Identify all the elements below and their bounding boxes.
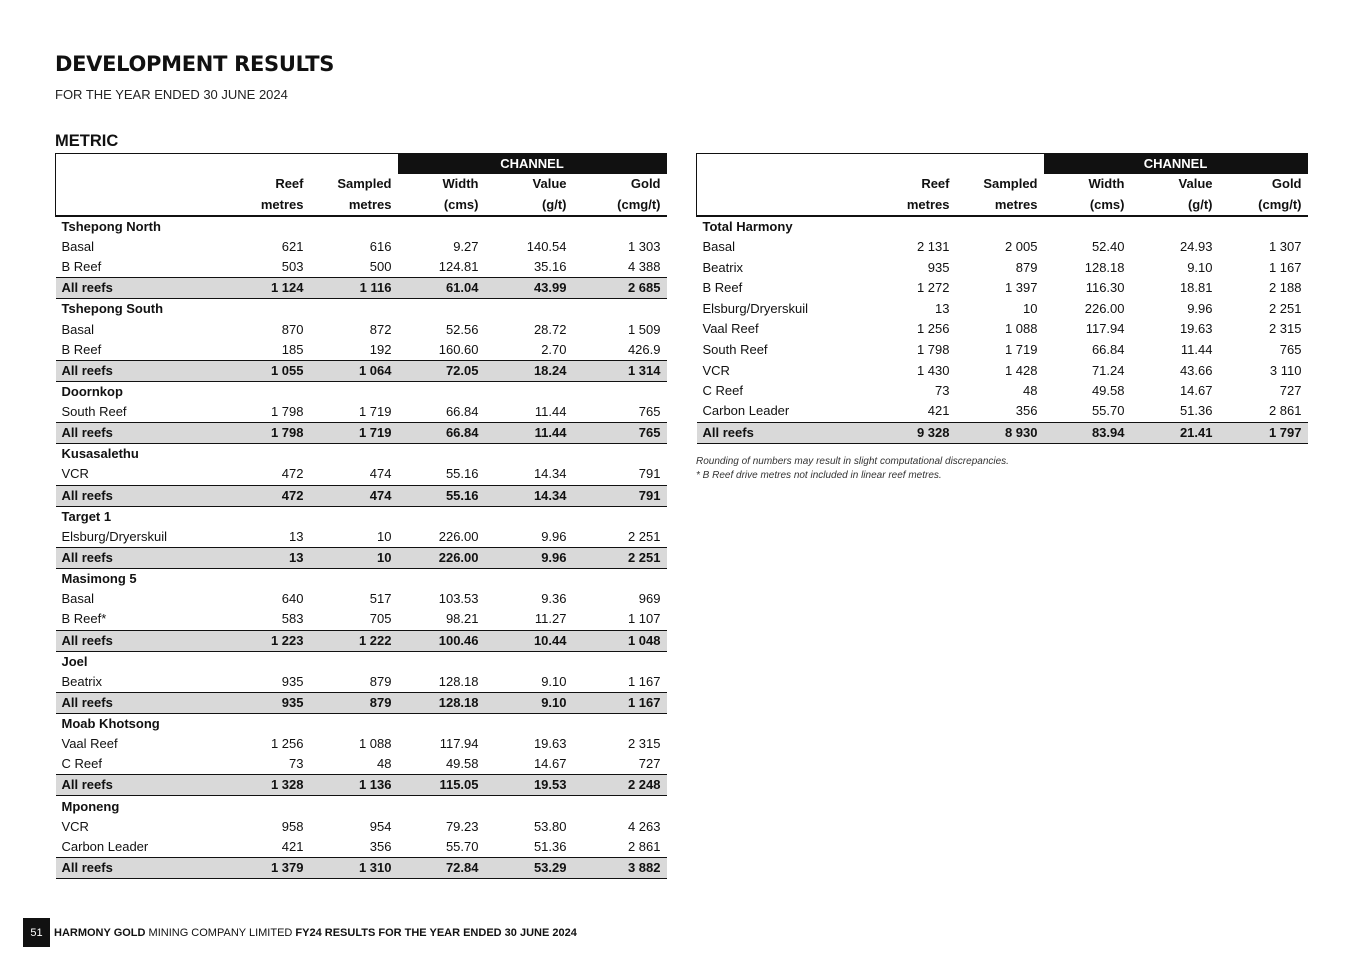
cell-width: 226.00 (398, 547, 485, 568)
col-value: Value (1178, 176, 1213, 192)
cell-value: 9.10 (485, 692, 573, 713)
group-row (56, 796, 667, 817)
cell-gold: 1 307 (1268, 238, 1302, 254)
total-row (56, 278, 667, 299)
group-row (56, 299, 667, 320)
table-row (56, 609, 667, 630)
cell-reef: 2 131 (916, 238, 950, 254)
cell-sampled: 705 (369, 611, 392, 627)
cell-width: 226.00 (438, 528, 479, 544)
cell-width: 55.16 (398, 485, 485, 506)
cell-width: 55.70 (1091, 403, 1125, 419)
cell-value: 35.16 (533, 259, 567, 275)
cell-name: B Reef (61, 259, 102, 275)
table-row (56, 589, 667, 610)
cell-width: 128.18 (438, 673, 479, 689)
cell-reef: 935 (223, 692, 310, 713)
cell-reef: 1 798 (223, 423, 310, 444)
cell-reef: 1 798 (916, 341, 950, 357)
cell-reef: 1 055 (223, 361, 310, 382)
cell-reef: 1 124 (223, 278, 310, 299)
cell-value: 53.29 (485, 858, 573, 879)
cell-sampled: 48 (377, 756, 392, 772)
table-row (56, 734, 667, 755)
cell-reef: 583 (281, 611, 304, 627)
cell-value: 19.63 (533, 736, 567, 752)
header-row (697, 154, 1308, 175)
cell-reef: 1 328 (223, 775, 310, 796)
group-name: Kusasalethu (61, 446, 139, 462)
cell-width: 117.94 (1085, 321, 1125, 337)
header-row (56, 195, 667, 216)
cell-value: 21.41 (1131, 422, 1219, 443)
footnotes (696, 455, 1009, 483)
total-row (56, 775, 667, 796)
cell-reef: 1 272 (916, 280, 950, 296)
table-row (56, 257, 667, 278)
cell-width: 116.30 (1085, 280, 1125, 296)
cell-reef: 73 (935, 383, 950, 399)
cell-reef: 472 (223, 485, 310, 506)
col-reef: Reef (921, 176, 950, 192)
col-gold: Gold (1271, 176, 1302, 192)
cell-name: B Reef (61, 342, 102, 358)
total-row (56, 361, 667, 382)
cell-width: 83.94 (1044, 422, 1131, 443)
cell-sampled: 517 (369, 591, 392, 607)
cell-gold: 2 315 (627, 736, 661, 752)
cell-gold: 2 248 (573, 775, 667, 796)
group-name: Mponeng (61, 798, 120, 814)
cell-name: Vaal Reef (702, 321, 759, 337)
footer-company-bold: HARMONY GOLD (54, 926, 146, 939)
cell-name: All reefs (56, 485, 223, 506)
group-row (56, 506, 667, 527)
cell-width: 128.18 (1084, 259, 1125, 275)
cell-width: 160.60 (438, 342, 479, 358)
cell-name: Beatrix (702, 259, 743, 275)
cell-width: 52.56 (445, 321, 479, 337)
table-row (697, 257, 1308, 278)
total-row (56, 858, 667, 879)
col-reef: Reef (275, 176, 304, 192)
cell-width: 72.05 (398, 361, 485, 382)
cell-name: All reefs (56, 630, 223, 651)
cell-sampled: 10 (377, 528, 392, 544)
header-row (697, 195, 1308, 216)
cell-value: 43.99 (485, 278, 573, 299)
cell-width: 9.27 (453, 238, 479, 254)
cell-reef: 421 (281, 839, 304, 855)
cell-name: Basal (61, 591, 95, 607)
cell-gold: 2 861 (627, 839, 661, 855)
cell-sampled: 1 116 (310, 278, 398, 299)
table-row (697, 278, 1308, 299)
cell-gold: 1 314 (573, 361, 667, 382)
cell-width: 117.94 (439, 736, 479, 752)
cell-width: 124.81 (438, 259, 479, 275)
cell-value: 14.34 (533, 466, 567, 482)
table-row (56, 319, 667, 340)
cell-gold: 2 251 (1268, 300, 1302, 316)
cell-reef: 640 (281, 591, 304, 607)
cell-gold: 765 (1279, 341, 1302, 357)
cell-width: 226.00 (1084, 300, 1125, 316)
cell-gold: 1 048 (573, 630, 667, 651)
cell-value: 18.24 (485, 361, 573, 382)
cell-name: Basal (61, 238, 95, 254)
cell-gold: 3 110 (1269, 362, 1302, 378)
cell-reef: 958 (281, 818, 304, 834)
cell-width: 49.58 (1091, 383, 1125, 399)
total-row (56, 485, 667, 506)
cell-reef: 1 430 (916, 362, 950, 378)
col-width-unit: (cms) (398, 195, 485, 216)
cell-name: Elsburg/Dryerskuil (702, 300, 808, 316)
cell-reef: 73 (289, 756, 304, 772)
table-row (56, 837, 667, 858)
table-row (56, 527, 667, 548)
group-name: Masimong 5 (61, 570, 137, 586)
cell-sampled: 1 397 (1004, 280, 1038, 296)
cell-value: 9.96 (485, 547, 573, 568)
cell-width: 128.18 (398, 692, 485, 713)
cell-name: B Reef* (61, 611, 107, 627)
cell-reef: 1 256 (916, 321, 950, 337)
cell-sampled: 1 719 (1004, 341, 1038, 357)
cell-gold: 1 509 (627, 321, 661, 337)
cell-reef: 13 (289, 528, 304, 544)
total-row (56, 547, 667, 568)
cell-value: 19.53 (485, 775, 573, 796)
cell-sampled: 474 (310, 485, 398, 506)
cell-reef: 13 (223, 547, 310, 568)
cell-value: 51.36 (533, 839, 567, 855)
cell-reef: 1 256 (270, 736, 304, 752)
page-title: DEVELOPMENT RESULTS (55, 52, 335, 76)
cell-name: All reefs (697, 422, 864, 443)
table-row (56, 340, 667, 361)
table-row (697, 401, 1308, 422)
header-row (56, 154, 667, 175)
cell-sampled: 879 (310, 692, 398, 713)
cell-gold: 2 861 (1268, 403, 1302, 419)
cell-name: All reefs (56, 423, 223, 444)
section-title: METRIC (55, 132, 119, 150)
cell-value: 51.36 (1179, 403, 1213, 419)
cell-width: 79.23 (445, 818, 479, 834)
cell-gold: 791 (573, 485, 667, 506)
cell-sampled: 872 (369, 321, 392, 337)
col-width: Width (442, 176, 479, 192)
col-value-unit: (g/t) (485, 195, 573, 216)
cell-value: 28.72 (533, 321, 567, 337)
cell-sampled: 474 (369, 466, 392, 482)
cell-width: 49.58 (445, 756, 479, 772)
cell-value: 10.44 (485, 630, 573, 651)
table-body (697, 216, 1308, 443)
group-name: Target 1 (61, 508, 112, 524)
cell-value: 9.10 (1187, 259, 1213, 275)
cell-gold: 1 167 (573, 692, 667, 713)
cell-reef: 935 (281, 673, 304, 689)
cell-width: 103.53 (438, 591, 479, 607)
col-sampled-unit: metres (956, 195, 1044, 216)
cell-value: 11.44 (534, 404, 567, 420)
cell-name: Beatrix (61, 673, 102, 689)
cell-sampled: 48 (1023, 383, 1038, 399)
total-row (56, 630, 667, 651)
cell-sampled: 1 428 (1004, 362, 1038, 378)
cell-sampled: 1 088 (1004, 321, 1038, 337)
cell-gold: 969 (638, 591, 661, 607)
cell-reef: 13 (935, 300, 950, 316)
cell-width: 55.70 (445, 839, 479, 855)
development-table-left (55, 153, 667, 879)
cell-reef: 621 (281, 238, 304, 254)
cell-gold: 2 251 (573, 547, 667, 568)
cell-value: 14.34 (485, 485, 573, 506)
table-row (697, 319, 1308, 340)
group-row (56, 216, 667, 237)
col-reef-unit: metres (864, 195, 956, 216)
total-row (697, 422, 1308, 443)
group-name: Tshepong North (61, 218, 161, 234)
cell-gold: 4 388 (627, 259, 661, 275)
cell-sampled: 1 222 (310, 630, 398, 651)
cell-gold: 1 107 (627, 611, 661, 627)
cell-width: 66.84 (1091, 341, 1125, 357)
cell-gold: 791 (638, 466, 661, 482)
cell-name: All reefs (56, 361, 223, 382)
cell-value: 140.54 (526, 238, 567, 254)
cell-sampled: 954 (369, 818, 392, 834)
cell-sampled: 616 (369, 238, 392, 254)
cell-gold: 727 (1279, 383, 1302, 399)
col-value: Value (532, 176, 567, 192)
cell-width: 98.21 (445, 611, 479, 627)
cell-gold: 4 263 (627, 818, 661, 834)
cell-gold: 2 315 (1268, 321, 1302, 337)
group-name: Total Harmony (702, 218, 793, 234)
cell-gold: 2 188 (1268, 280, 1302, 296)
cell-name: All reefs (56, 278, 223, 299)
page-number: 51 (23, 918, 50, 947)
channel-header: CHANNEL (1044, 154, 1308, 175)
cell-sampled: 356 (1015, 403, 1038, 419)
group-row (56, 713, 667, 734)
cell-width: 66.84 (445, 404, 479, 420)
cell-value: 11.44 (485, 423, 573, 444)
col-gold-unit: (cmg/t) (573, 195, 667, 216)
group-row (56, 568, 667, 589)
cell-gold: 765 (573, 423, 667, 444)
cell-gold: 1 167 (627, 673, 661, 689)
cell-value: 9.96 (541, 528, 567, 544)
table-row (56, 237, 667, 258)
header-row (697, 174, 1308, 195)
cell-value: 53.80 (533, 818, 567, 834)
cell-width: 115.05 (398, 775, 485, 796)
cell-name: All reefs (56, 858, 223, 879)
cell-value: 9.10 (541, 673, 567, 689)
footnote-rounding: Rounding of numbers may result in slight computational discrepancies. (696, 456, 1009, 467)
footer-company: MINING COMPANY LIMITED (148, 926, 293, 939)
cell-reef: 185 (281, 342, 304, 358)
cell-name: VCR (61, 466, 89, 482)
cell-sampled: 10 (310, 547, 398, 568)
cell-name: C Reef (702, 383, 743, 399)
cell-value: 9.96 (1187, 300, 1213, 316)
group-row (56, 651, 667, 672)
cell-gold: 765 (638, 404, 661, 420)
page-subtitle: FOR THE YEAR ENDED 30 JUNE 2024 (55, 87, 288, 102)
cell-name: Carbon Leader (702, 403, 790, 419)
cell-sampled: 1 310 (310, 858, 398, 879)
table-row (697, 298, 1308, 319)
footer-report: FY24 RESULTS FOR THE YEAR ENDED 30 JUNE 2024 (295, 926, 577, 939)
cell-width: 61.04 (398, 278, 485, 299)
cell-name: B Reef (702, 280, 743, 296)
cell-gold: 1 797 (1219, 422, 1308, 443)
cell-sampled: 10 (1023, 300, 1038, 316)
cell-sampled: 356 (369, 839, 392, 855)
col-reef-unit: metres (223, 195, 310, 216)
cell-reef: 503 (281, 259, 304, 275)
cell-name: VCR (702, 362, 730, 378)
cell-sampled: 500 (369, 259, 392, 275)
cell-width: 52.40 (1091, 238, 1125, 254)
cell-name: Carbon Leader (61, 839, 149, 855)
cell-gold: 1 167 (1268, 259, 1302, 275)
cell-reef: 870 (281, 321, 304, 337)
group-name: Joel (61, 653, 88, 669)
cell-name: Vaal Reef (61, 736, 118, 752)
cell-name: Elsburg/Dryerskuil (61, 528, 167, 544)
col-gold-unit: (cmg/t) (1219, 195, 1308, 216)
cell-value: 14.67 (533, 756, 567, 772)
group-row (56, 444, 667, 465)
group-row (697, 216, 1308, 237)
table-row (697, 360, 1308, 381)
cell-name: All reefs (56, 775, 223, 796)
cell-value: 18.81 (1179, 280, 1213, 296)
cell-name: Basal (61, 321, 95, 337)
cell-sampled: 879 (369, 673, 392, 689)
cell-width: 66.84 (398, 423, 485, 444)
cell-value: 19.63 (1179, 321, 1213, 337)
cell-sampled: 1 719 (358, 404, 392, 420)
group-row (56, 382, 667, 403)
cell-sampled: 192 (369, 342, 392, 358)
col-sampled-unit: metres (310, 195, 398, 216)
table-body (56, 216, 667, 879)
total-row (56, 423, 667, 444)
cell-sampled: 1 064 (310, 361, 398, 382)
cell-reef: 1 379 (223, 858, 310, 879)
development-table-right (696, 153, 1308, 444)
cell-name: VCR (61, 818, 89, 834)
cell-width: 72.84 (398, 858, 485, 879)
cell-sampled: 1 088 (358, 736, 392, 752)
cell-width: 71.24 (1091, 362, 1125, 378)
cell-sampled: 879 (1015, 259, 1038, 275)
cell-name: South Reef (61, 404, 127, 420)
col-sampled: Sampled (337, 176, 392, 192)
table-row (56, 817, 667, 838)
col-sampled: Sampled (983, 176, 1038, 192)
total-row (56, 692, 667, 713)
cell-gold: 3 882 (573, 858, 667, 879)
cell-reef: 1 798 (270, 404, 304, 420)
col-width-unit: (cms) (1044, 195, 1131, 216)
table-row (697, 237, 1308, 258)
channel-header: CHANNEL (398, 154, 667, 175)
cell-gold: 426.9 (627, 342, 661, 358)
cell-reef: 1 223 (223, 630, 310, 651)
footnote-b-reef: * B Reef drive metres not included in linear reef metres. (696, 470, 942, 481)
cell-name: South Reef (702, 341, 768, 357)
table-row (697, 381, 1308, 402)
table-row (56, 672, 667, 693)
cell-sampled: 2 005 (1004, 238, 1038, 254)
cell-value: 24.93 (1179, 238, 1213, 254)
cell-value: 11.44 (1180, 341, 1213, 357)
cell-sampled: 8 930 (956, 422, 1044, 443)
col-gold: Gold (630, 176, 661, 192)
col-value-unit: (g/t) (1131, 195, 1219, 216)
header-row (56, 174, 667, 195)
table-row (56, 402, 667, 423)
group-name: Tshepong South (61, 301, 164, 317)
cell-reef: 9 328 (864, 422, 956, 443)
cell-reef: 421 (927, 403, 950, 419)
col-width: Width (1088, 176, 1125, 192)
cell-gold: 2 251 (627, 528, 661, 544)
group-name: Doornkop (61, 384, 123, 400)
cell-gold: 727 (638, 756, 661, 772)
cell-width: 55.16 (445, 466, 479, 482)
cell-value: 43.66 (1179, 362, 1213, 378)
table-row (56, 754, 667, 775)
group-name: Moab Khotsong (61, 715, 160, 731)
cell-name: All reefs (56, 547, 223, 568)
cell-gold: 1 303 (627, 238, 661, 254)
cell-value: 9.36 (541, 591, 567, 607)
cell-gold: 2 685 (573, 278, 667, 299)
cell-sampled: 1 719 (310, 423, 398, 444)
cell-sampled: 1 136 (310, 775, 398, 796)
cell-reef: 935 (927, 259, 950, 275)
table-row (697, 340, 1308, 361)
cell-value: 2.70 (541, 342, 567, 358)
cell-value: 11.27 (534, 611, 567, 627)
cell-name: Basal (702, 238, 736, 254)
page-footer (23, 918, 577, 947)
cell-reef: 472 (281, 466, 304, 482)
table-row (56, 464, 667, 485)
cell-name: C Reef (61, 756, 102, 772)
cell-value: 14.67 (1179, 383, 1213, 399)
cell-name: All reefs (56, 692, 223, 713)
cell-width: 100.46 (398, 630, 485, 651)
